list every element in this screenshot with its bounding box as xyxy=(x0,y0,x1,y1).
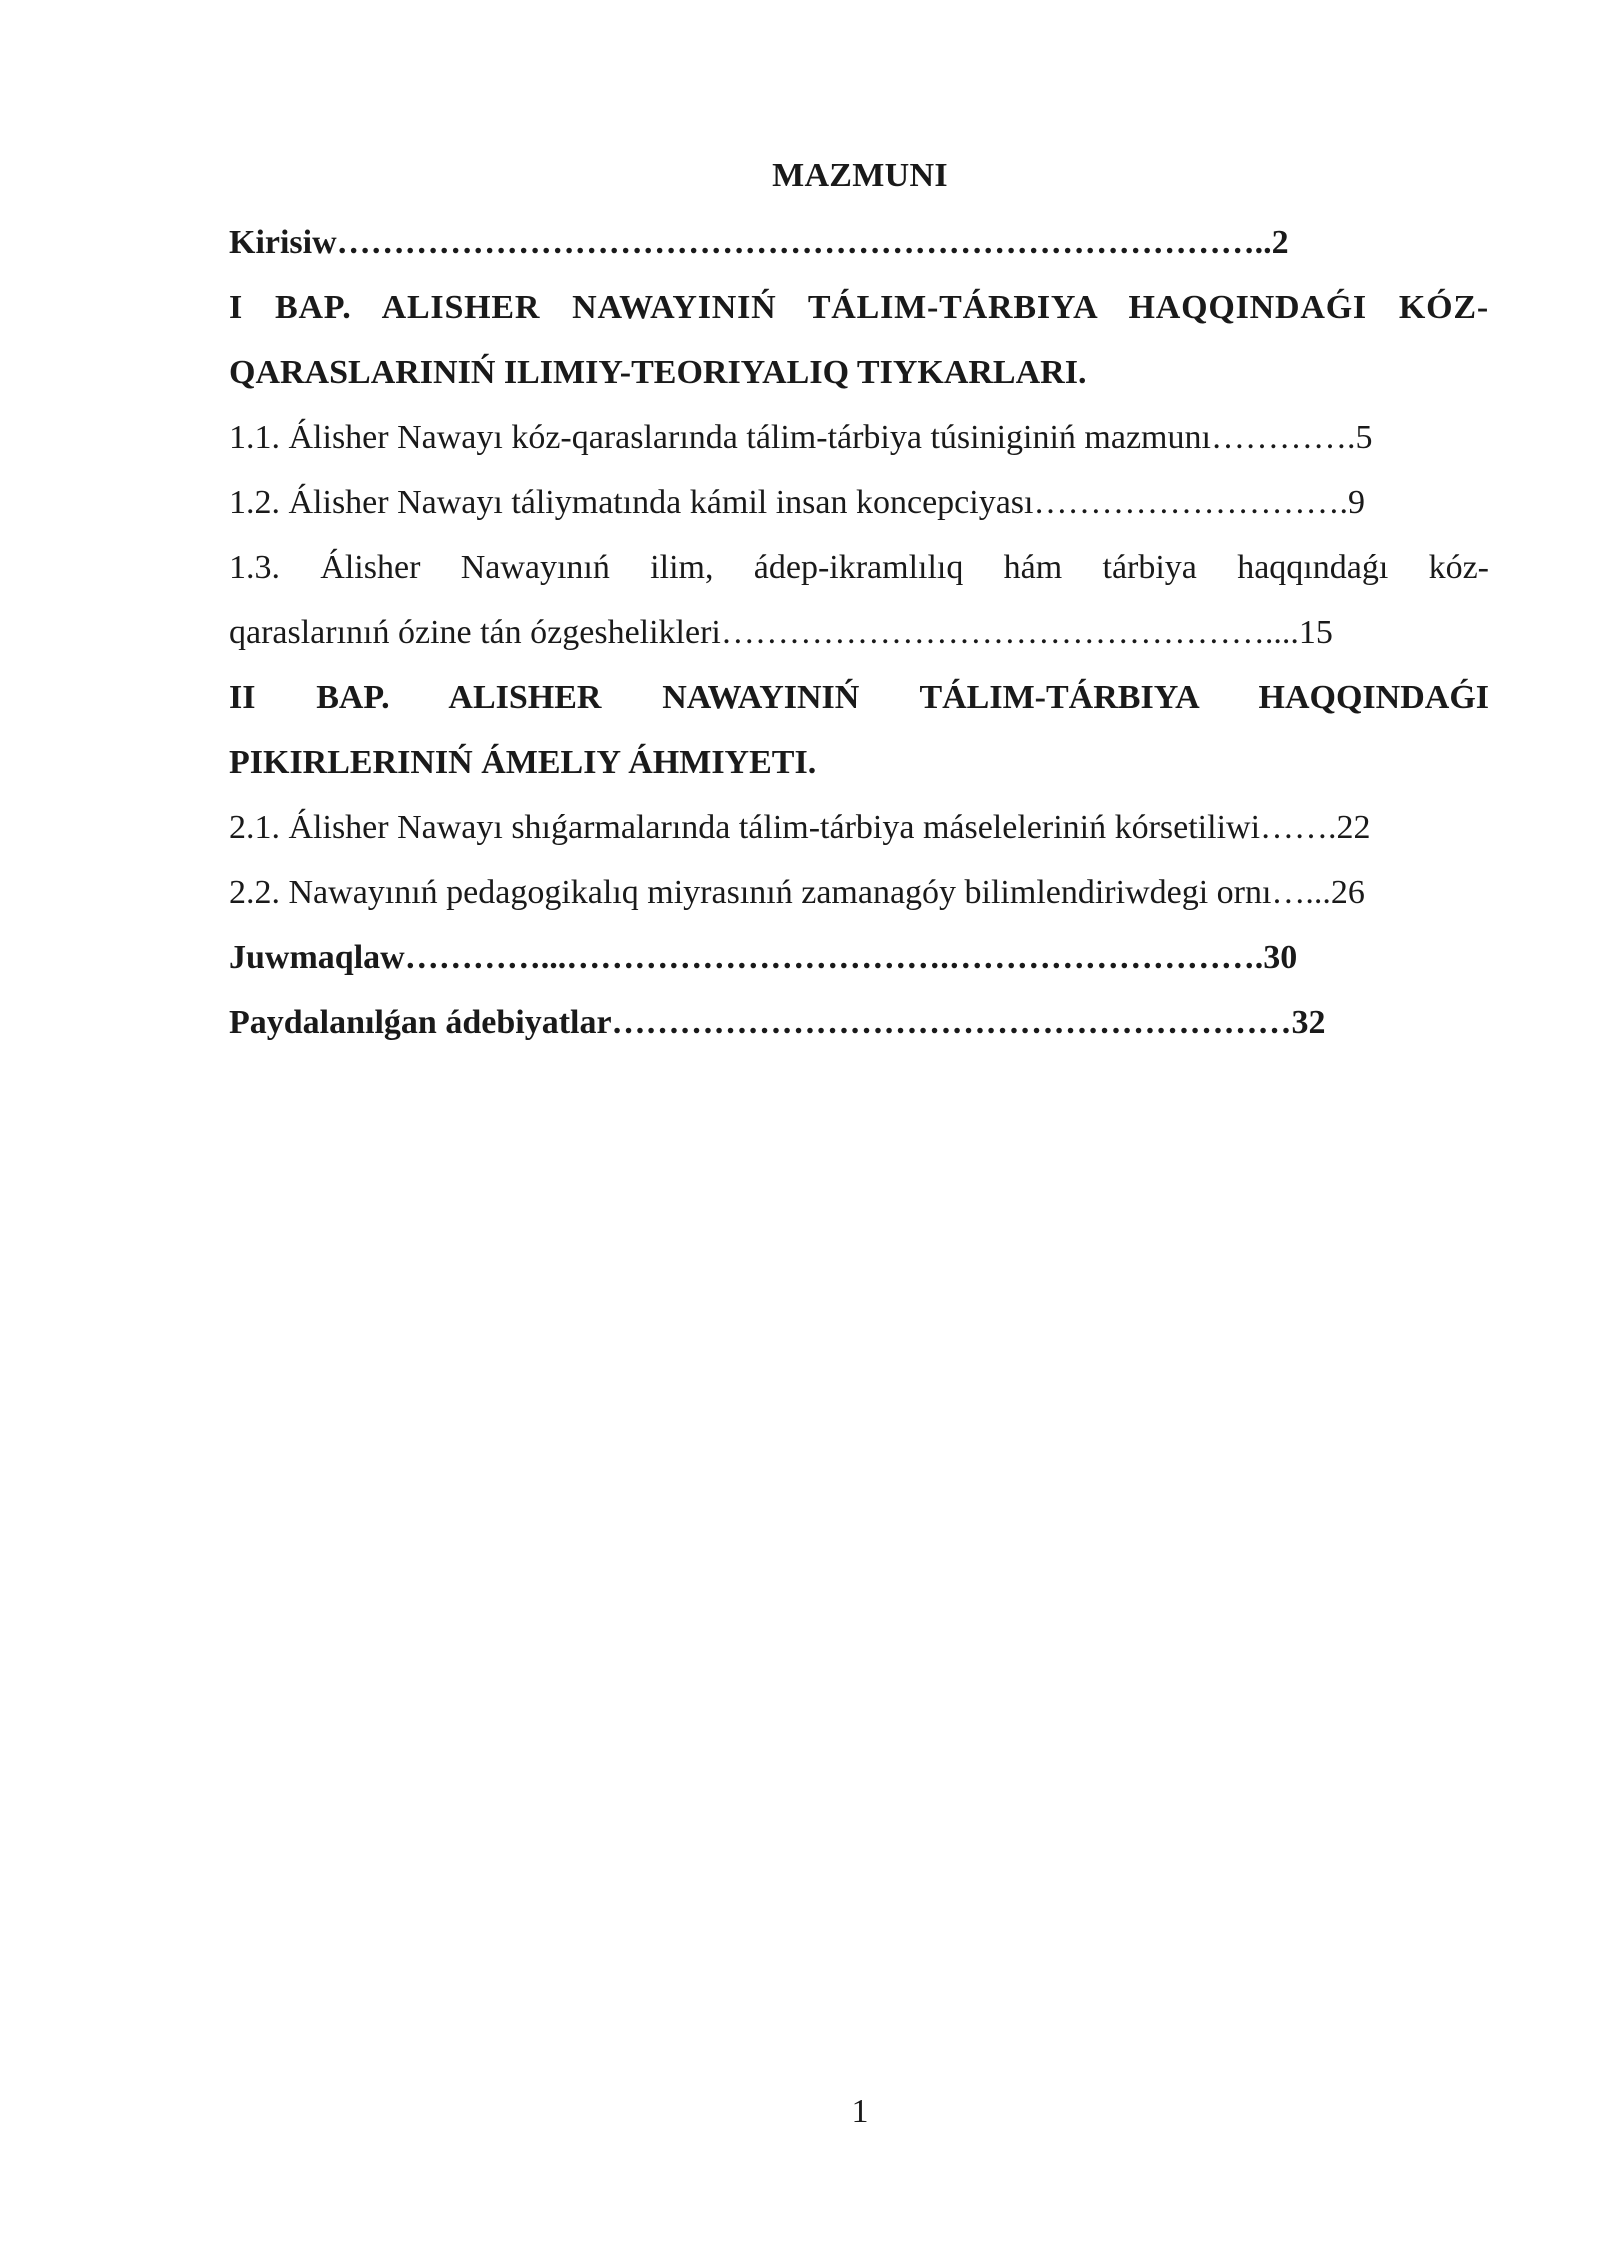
toc-entry-section-1-1: 1.1. Álisher Nawayı kóz-qaraslarında tálim-tárbiya túsiniginiń mazmunı………….5 xyxy=(229,419,1373,456)
toc-entry-references: Paydalanılǵan ádebiyatlar……………………………………………………32 xyxy=(229,1004,1326,1041)
page-number: 1 xyxy=(851,2093,869,2130)
toc-entry-introduction: Kirisiw………………………………………………………………………..2 xyxy=(229,224,1289,261)
toc-entry-section-1-2: 1.2. Álisher Nawayı táliymatında kámil insan koncepciyası……………………….9 xyxy=(229,484,1365,521)
toc-entry-section-1-3-line-1: 1.3. Álisher Nawayınıń ilim, ádep-ikramlılıq hám tárbiya haqqındaǵı kóz- xyxy=(229,549,1489,586)
toc-entry-chapter-2-line-1: II BAP. ALISHER NAWAYINIŃ TÁLIM-TÁRBIYA HAQQINDAǴI xyxy=(229,679,1489,716)
toc-entry-section-1-3-line-2: qaraslarınıń ózine tán ózgeshelikleri…………………………………………....15 xyxy=(229,614,1333,651)
toc-entry-conclusion: Juwmaqlaw…………...…………………………….……………………….30 xyxy=(229,939,1298,976)
toc-entry-section-2-1: 2.1. Álisher Nawayı shıǵarmalarında tálim-tárbiya máseleleriniń kórsetiliwi…….22 xyxy=(229,809,1371,846)
toc-entry-chapter-2-line-2: PIKIRLERINIŃ ÁMELIY ÁHMIYETI. xyxy=(229,744,817,781)
toc-entry-chapter-1-line-2: QARASLARINIŃ ILIMIY-TEORIYALIQ TIYKARLARI. xyxy=(229,354,1087,391)
toc-entry-chapter-1-line-1: I BAP. ALISHER NAWAYINIŃ TÁLIM-TÁRBIYA HAQQINDAǴI KÓZ- xyxy=(229,289,1489,326)
toc-entry-section-2-2: 2.2. Nawayınıń pedagogikalıq miyrasınıń zamanagóy bilimlendiriwdegi ornı…...26 xyxy=(229,874,1365,911)
page-title: MAZMUNI xyxy=(772,157,948,194)
table-of-contents xyxy=(229,210,1489,1055)
